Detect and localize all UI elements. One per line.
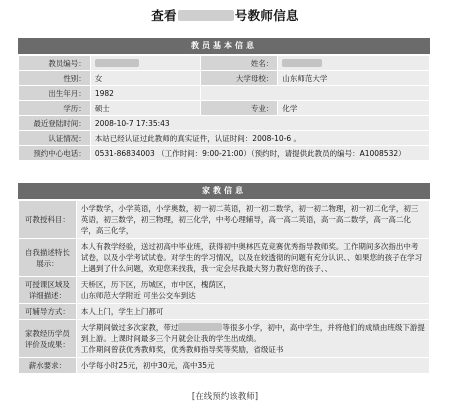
- birth-value: 1982: [90, 86, 200, 101]
- desc-value: 本人有教学经验，送过初高中毕业班，获得初中奥林匹克竞赛优秀指导教师奖。工作期间多次指出中考试卷，以及小学考试试卷。对学生的学习情况，以及在较透彻的问题有充分认识、、如果您的孩子在学习上遇到了什么问题，欢迎您来找我，我一定会尽我最大努力教好您的孩子、、: [76, 239, 429, 277]
- subjects-label: 可教授科目：: [19, 201, 77, 239]
- login-value: 2008-10-7 17:35:43: [90, 116, 429, 131]
- major-label: 专业：: [200, 101, 278, 116]
- redacted-name: [282, 59, 322, 67]
- exp-value: [76, 320, 429, 358]
- table-row: [19, 320, 430, 358]
- redacted-teacher-id: [178, 10, 234, 21]
- school-label: 大学母校：: [200, 71, 278, 86]
- major-value: 化学: [278, 101, 430, 116]
- fee-value: 小学每小时25元，初中30元，高中35元: [76, 358, 429, 374]
- gender-value: 女: [90, 71, 200, 86]
- exp-awards: 工作期间曾获优秀教师奖，优秀教师指导奖等奖励，省级证书: [80, 345, 284, 354]
- degree-value: 硕士: [90, 101, 200, 116]
- school-value: 山东师范大学: [278, 71, 430, 86]
- basic-info-table: [18, 55, 430, 161]
- area-value: [76, 277, 429, 304]
- fee-label: 薪水要求：: [19, 358, 77, 374]
- desc-label: 自我描述特长展示：: [19, 239, 77, 277]
- method-label: 可辅导方式：: [19, 304, 77, 320]
- table-row: [19, 131, 430, 146]
- area-districts: 天桥区，历下区，历城区，市中区，槐荫区，: [80, 280, 231, 289]
- empty-cell: [200, 86, 429, 101]
- table-row: [19, 146, 430, 161]
- table-row: [19, 201, 430, 239]
- table-row: [19, 239, 430, 277]
- login-label: 最近登陆时间：: [19, 116, 91, 131]
- table-row: [19, 358, 430, 374]
- gender-label: 性别：: [19, 71, 91, 86]
- subjects-value: 小学数学，小学英语，小学奥数，初一初二英语，初一初二数学，初一初二物理，初一初二化学，初三英语，初三数学，初三物理，初三化学，中考心理辅导，高一高二英语，高一高二数学，高一高二化学，高三化学，: [76, 201, 429, 239]
- id-value: [90, 56, 200, 71]
- table-row: [19, 277, 430, 304]
- phone-value: 0531-86834003 （工作时间：9:00-21:00）（预约时，请提供此教员的编号：A1008532）: [90, 146, 429, 161]
- id-label: 教员编号：: [19, 56, 91, 71]
- exp-label: 家教经历学员评价及成果：: [19, 320, 77, 358]
- area-label: 可授课区域及详细描述：: [19, 277, 77, 304]
- table-row: [19, 101, 430, 116]
- name-value: [278, 56, 430, 71]
- birth-label: 出生年月：: [19, 86, 91, 101]
- book-teacher-link[interactable]: [在线预约该教师]: [191, 392, 259, 402]
- phone-label: 预约中心电话：: [19, 146, 91, 161]
- cert-label: 认证情况：: [19, 131, 91, 146]
- basic-info-header: 教员基本信息: [18, 38, 430, 54]
- method-value: 本人上门，学生上门都可: [76, 304, 429, 320]
- table-row: [19, 86, 430, 101]
- page-title-suffix: 号教师信息: [234, 8, 299, 23]
- table-row: [19, 304, 430, 320]
- page-title-prefix: 查看: [151, 8, 177, 23]
- table-row: [19, 71, 430, 86]
- area-detail: 山东师范大学附近 可坐公交车到达: [80, 291, 196, 300]
- table-row: [19, 116, 430, 131]
- cert-value: 本站已经认证过此教师的真实证件，认证时间：2008-10-6 。: [90, 131, 429, 146]
- exp-text-a: 大学期间做过多次家教，带过: [80, 323, 179, 332]
- page-title: [0, 6, 450, 24]
- exp-text-b: 等很多小学，初中，高中学生，并将他们的成绩由班级下游提到上游。上课时间最多三个月就会让我的学生出成绩。: [80, 323, 425, 343]
- degree-label: 学历：: [19, 101, 91, 116]
- redacted-school: [178, 323, 222, 331]
- name-label: 姓名：: [200, 56, 278, 71]
- table-row: [19, 56, 430, 71]
- teach-info-table: [18, 200, 430, 374]
- teach-info-header: 家教信息: [18, 183, 430, 199]
- redacted-id: [95, 59, 139, 67]
